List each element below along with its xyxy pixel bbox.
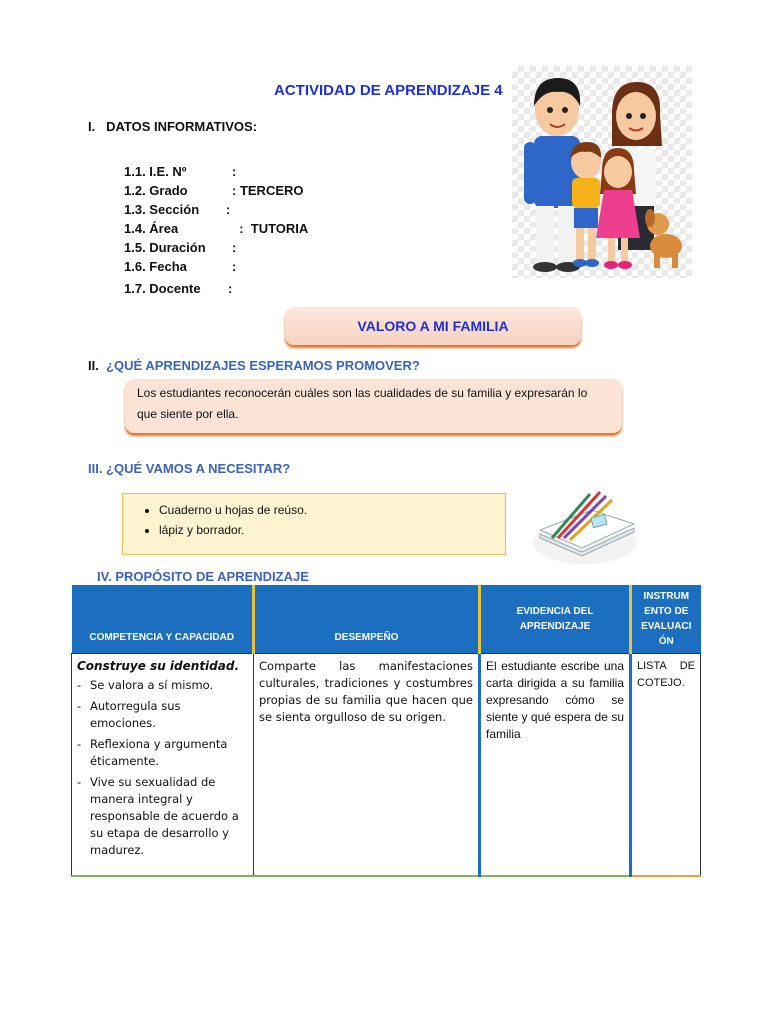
- info-row: [124, 202, 230, 217]
- info-row: [124, 183, 304, 198]
- col-header-competencia: COMPETENCIA Y CAPACIDAD: [72, 585, 254, 654]
- materials-box: [122, 493, 506, 555]
- page-title: ACTIVIDAD DE APRENDIZAJE 4: [274, 82, 503, 99]
- col-header-instrumento: INSTRUM ENTO DE EVALUACI ÓN: [631, 585, 701, 654]
- capacidades-list: [77, 677, 248, 859]
- info-value: :: [228, 281, 233, 296]
- info-row: [124, 221, 308, 236]
- info-label: 1.6. Fecha: [124, 259, 187, 274]
- section-4-heading: IV. PROPÓSITO DE APRENDIZAJE: [97, 569, 309, 584]
- info-row: [124, 164, 236, 179]
- info-value: :: [232, 240, 237, 255]
- family-drawing: [512, 66, 692, 278]
- table-header-row: [72, 585, 701, 654]
- competencia-cell: [72, 654, 254, 877]
- info-value: : TERCERO: [232, 183, 304, 198]
- list-item: • Cuaderno u hojas de reúso.: [159, 500, 505, 520]
- col-header-evidencia: EVIDENCIA DEL APRENDIZAJE: [480, 585, 631, 654]
- table-row: [72, 654, 701, 877]
- list-item: - Reflexiona y argumenta éticamente.: [77, 736, 248, 770]
- family-illustration: [512, 66, 692, 278]
- evidencia-cell: El estudiante escribe una carta dirigida a su familia expresando cómo se siente y qué espera de su familia: [480, 654, 631, 877]
- section-1-num: I.: [88, 119, 96, 134]
- info-value: :: [232, 259, 237, 274]
- info-label: 1.7. Docente: [124, 281, 201, 296]
- section-3-heading: III. ¿QUÉ VAMOS A NECESITAR?: [88, 461, 291, 476]
- info-row: [124, 259, 236, 274]
- instrumento-cell: LISTA DE COTEJO.: [631, 654, 701, 877]
- info-label: 1.2. Grado: [124, 183, 188, 198]
- section-2-heading: [88, 358, 420, 373]
- list-item: - Autorregula sus emociones.: [77, 698, 248, 732]
- section-1-heading: [88, 119, 257, 134]
- topic-banner: VALORO A MI FAMILIA: [285, 307, 581, 345]
- info-row: [124, 240, 236, 255]
- notebook-drawing: [530, 480, 640, 570]
- list-item: - Vive su sexualidad de manera integral y responsable de acuerdo a su etapa de desarrollo y madurez.: [77, 774, 248, 859]
- competencia-title: Construye su identidad.: [77, 659, 240, 673]
- desempeno-cell: Comparte las manifestaciones culturales, tradiciones y costumbres propias de su familia que hacen que se sienta orgulloso de su origen.: [254, 654, 480, 877]
- info-label: 1.5. Duración: [124, 240, 206, 255]
- info-label: 1.4. Área: [124, 221, 179, 236]
- materials-list: [143, 500, 505, 540]
- section-2-title: ¿QUÉ APRENDIZAJES ESPERAMOS PROMOVER?: [106, 358, 420, 373]
- info-value: :: [226, 202, 231, 217]
- section-2-num: II.: [88, 358, 99, 373]
- notebook-pencils-illustration: [530, 480, 640, 570]
- list-item: - Se valora a sí mismo.: [77, 677, 248, 694]
- info-label: 1.1. I.E. Nº: [124, 164, 187, 179]
- info-value: : TUTORIA: [232, 221, 309, 236]
- purpose-table: [71, 585, 701, 877]
- section-1-title: DATOS INFORMATIVOS:: [106, 119, 258, 134]
- learning-goal-box: Los estudiantes reconocerán cuáles son las cualidades de su familia y expresarán lo que siente por ella.: [125, 379, 622, 433]
- list-item: • lápiz y borrador.: [159, 520, 505, 540]
- info-value: :: [232, 164, 237, 179]
- col-header-desempeno: DESEMPEÑO: [254, 585, 480, 654]
- info-label: 1.3. Sección: [124, 202, 200, 217]
- info-row: [124, 281, 232, 296]
